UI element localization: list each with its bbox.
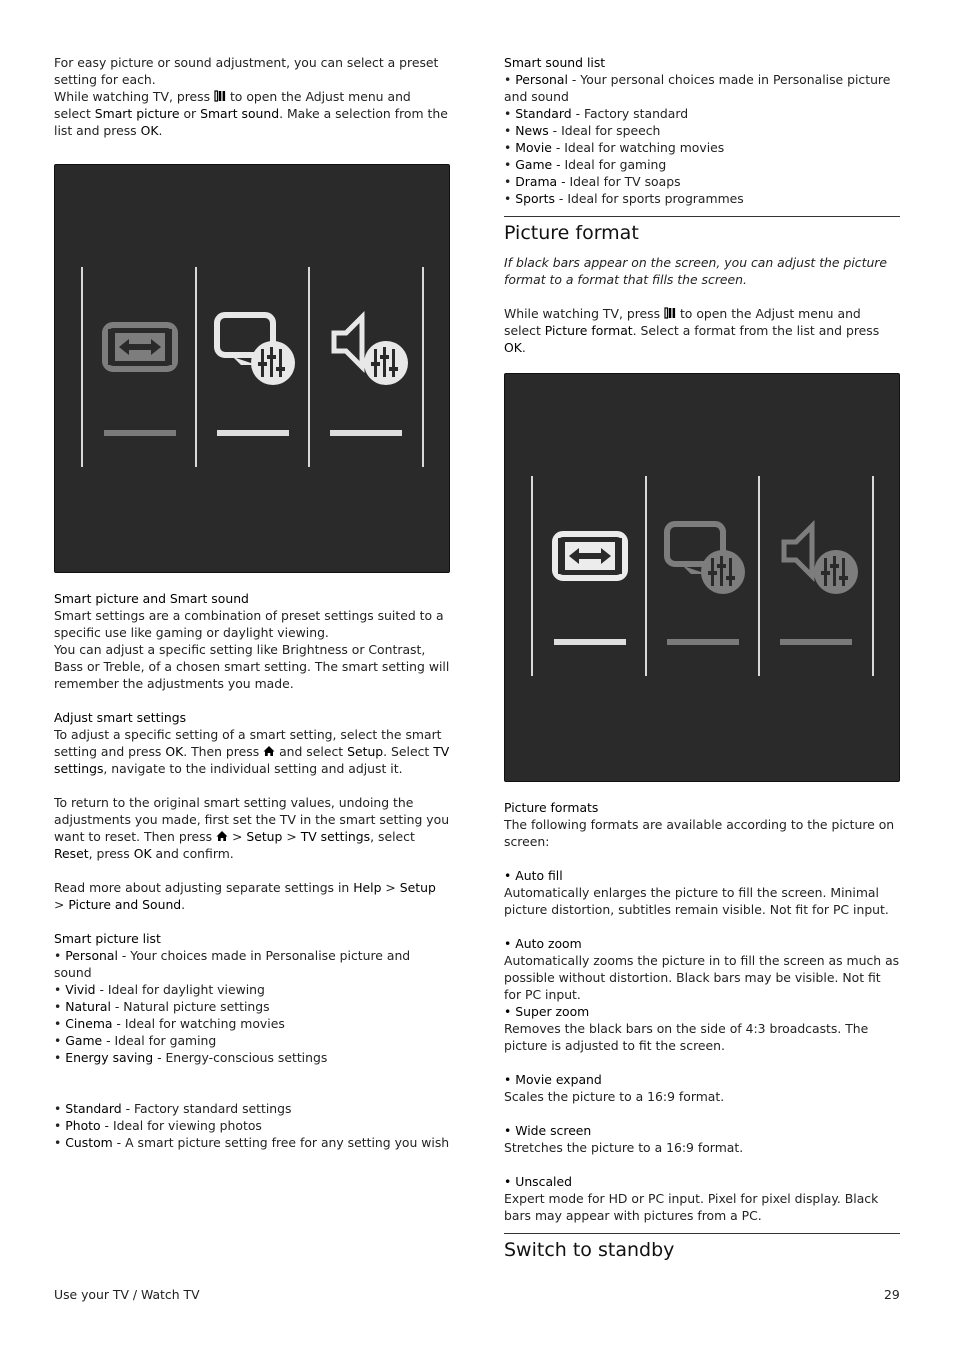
list-item-name: Custom (65, 1135, 113, 1150)
picture-format-icon (93, 307, 189, 387)
list-item: • Vivid - Ideal for daylight viewing (54, 982, 265, 997)
format-name: • Super zoom (504, 1004, 590, 1019)
sps-heading: Smart picture and Smart sound (54, 591, 249, 606)
format-name: • Auto zoom (504, 936, 582, 951)
list-item-name: Photo (65, 1118, 101, 1133)
format-desc: Removes the black bars on the side of 4:3 broadcasts. The picture is adjusted to fit the screen. (504, 1021, 869, 1053)
right-column (504, 54, 900, 1262)
smart-picture-icon (657, 516, 753, 596)
list-item-name: Game (515, 157, 553, 172)
home-icon (216, 830, 228, 842)
picture-format-icon (543, 516, 639, 596)
smart-picture-icon (207, 307, 303, 387)
adjust-heading: Adjust smart settings (54, 710, 187, 725)
footer-section: Use your TV / Watch TV (54, 1287, 200, 1302)
format-name-text: Movie expand (515, 1072, 602, 1087)
intro-instruction: While watching TV, press to open the Adjust menu and select Smart picture or Smart sound. Make a selection from the list and press OK. (54, 89, 448, 138)
list-item: • Game - Ideal for gaming (54, 1033, 217, 1048)
ssl-heading: Smart sound list (504, 55, 606, 70)
pf-intro-italic: If black bars appear on the screen, you can adjust the picture format to a format that fills the screen. (504, 255, 888, 287)
list-item-name: Vivid (65, 982, 96, 997)
format-name-text: Auto fill (515, 868, 563, 883)
list-item-desc: - Ideal for speech (548, 123, 661, 138)
format-desc: Automatically zooms the picture in to fill the screen as much as possible without distortion. Black bars may be visible. Not fit for PC input. (504, 953, 900, 1002)
list-item: • Natural - Natural picture settings (54, 999, 270, 1014)
list-item-desc: - Factory standard (571, 106, 689, 121)
picture-format-list (504, 867, 900, 1224)
format-desc: Automatically enlarges the picture to fill the screen. Minimal picture distortion, subtitles remain visible. Not fit for PC input. (504, 885, 889, 917)
list-item-desc: - Your choices made in Personalise picture and sound (54, 948, 411, 980)
page-number: 29 (884, 1287, 900, 1302)
list-item: • Drama - Ideal for TV soaps (504, 174, 681, 189)
adjust-menu-screenshot-smart (54, 164, 450, 573)
list-item-name: Standard (515, 106, 572, 121)
switch-to-standby-title: Switch to standby (504, 1239, 675, 1261)
list-item-name: Game (65, 1033, 103, 1048)
list-item-desc: - Factory standard settings (121, 1101, 292, 1116)
formats-heading: Picture formats (504, 800, 599, 815)
list-item: • Game - Ideal for gaming (504, 157, 667, 172)
list-item-name: Drama (515, 174, 558, 189)
list-item: • Cinema - Ideal for watching movies (54, 1016, 285, 1031)
list-item-desc: - Ideal for TV soaps (557, 174, 681, 189)
list-item: • Energy saving - Energy-conscious settings (54, 1050, 328, 1065)
format-desc: Scales the picture to a 16:9 format. (504, 1089, 725, 1104)
list-item-name: Energy saving (65, 1050, 154, 1065)
list-item-name: Natural (65, 999, 111, 1014)
return-body: To return to the original smart setting values, undoing the adjustments you made, first set the TV in the smart setting you want to reset. Then press > Setup > TV settings, select Reset, press OK and confirm. (54, 795, 450, 861)
adjust-body: To adjust a specific setting of a smart setting, select the smart setting and press OK. Then press and select Setup. Select TV settings, navigate to the individual setting and adjust it. (54, 727, 450, 776)
list-item-desc: - Ideal for sports programmes (554, 191, 744, 206)
list-item-desc: - Ideal for viewing photos (100, 1118, 262, 1133)
format-name-text: Unscaled (515, 1174, 572, 1189)
list-item-desc: - Ideal for daylight viewing (95, 982, 265, 997)
sps-body-2: You can adjust a specific setting like Brightness or Contrast, Bass or Treble, of a chosen smart setting. The smart setting will remember the adjustments you made. (54, 642, 450, 691)
format-name-text: Wide screen (515, 1123, 592, 1138)
list-item-name: Personal (515, 72, 568, 87)
adjust-menu-screenshot-format (504, 373, 900, 782)
list-item-name: Sports (515, 191, 555, 206)
pf-instruction: While watching TV, press to open the Adjust menu and select Picture format. Select a format from the list and press OK. (504, 306, 880, 355)
list-item: • Sports - Ideal for sports programmes (504, 191, 744, 206)
list-item-desc: - Ideal for gaming (102, 1033, 217, 1048)
spl-heading: Smart picture list (54, 931, 161, 946)
list-item-name: Personal (65, 948, 118, 963)
list-item-desc: - Ideal for watching movies (112, 1016, 285, 1031)
format-name: • Wide screen (504, 1123, 592, 1138)
list-item: • Standard - Factory standard (504, 106, 689, 121)
sps-body-1: Smart settings are a combination of preset settings suited to a specific use like gaming or daylight viewing. (54, 608, 444, 640)
section-divider (504, 216, 900, 217)
list-item: • Movie - Ideal for watching movies (504, 140, 725, 155)
format-desc: Expert mode for HD or PC input. Pixel for pixel display. Black bars may appear with pictures from a PC. (504, 1191, 879, 1223)
smart-picture-list-2 (54, 1100, 450, 1151)
intro-paragraph: For easy picture or sound adjustment, you can select a preset setting for each. (54, 55, 439, 87)
left-column (54, 54, 450, 1151)
format-name-text: Auto zoom (515, 936, 582, 951)
format-name: • Auto fill (504, 868, 563, 883)
list-item-desc: - Ideal for gaming (552, 157, 667, 172)
list-item-name: News (515, 123, 549, 138)
picture-format-title: Picture format (504, 222, 639, 244)
smart-sound-icon (320, 307, 416, 387)
list-item: • Photo - Ideal for viewing photos (54, 1118, 262, 1133)
home-icon (263, 745, 275, 757)
list-item: • Standard - Factory standard settings (54, 1101, 292, 1116)
read-more: Read more about adjusting separate settings in Help > Setup > Picture and Sound. (54, 880, 436, 912)
formats-intro: The following formats are available according to the picture on screen: (504, 817, 895, 849)
format-desc: Stretches the picture to a 16:9 format. (504, 1140, 744, 1155)
smart-sound-icon (770, 516, 866, 596)
list-item-name: Standard (65, 1101, 122, 1116)
smart-sound-list (504, 71, 900, 207)
list-item: • News - Ideal for speech (504, 123, 661, 138)
smart-picture-list (54, 947, 450, 1066)
list-item-desc: - A smart picture setting free for any setting you wish (112, 1135, 450, 1150)
list-item: • Personal - Your personal choices made in Personalise picture and sound (504, 72, 891, 104)
list-item: • Custom - A smart picture setting free for any setting you wish (54, 1135, 450, 1150)
list-item-desc: - Natural picture settings (110, 999, 270, 1014)
section-divider (504, 1233, 900, 1234)
list-item-name: Movie (515, 140, 552, 155)
list-item: • Personal - Your choices made in Personalise picture and sound (54, 948, 411, 980)
format-name: • Movie expand (504, 1072, 602, 1087)
adjust-icon (664, 307, 676, 319)
format-name: • Unscaled (504, 1174, 572, 1189)
list-item-desc: - Your personal choices made in Personalise picture and sound (504, 72, 891, 104)
list-item-desc: - Energy-conscious settings (153, 1050, 328, 1065)
format-name-text: Super zoom (515, 1004, 590, 1019)
list-item-name: Cinema (65, 1016, 113, 1031)
adjust-icon (214, 90, 226, 102)
list-item-desc: - Ideal for watching movies (551, 140, 725, 155)
